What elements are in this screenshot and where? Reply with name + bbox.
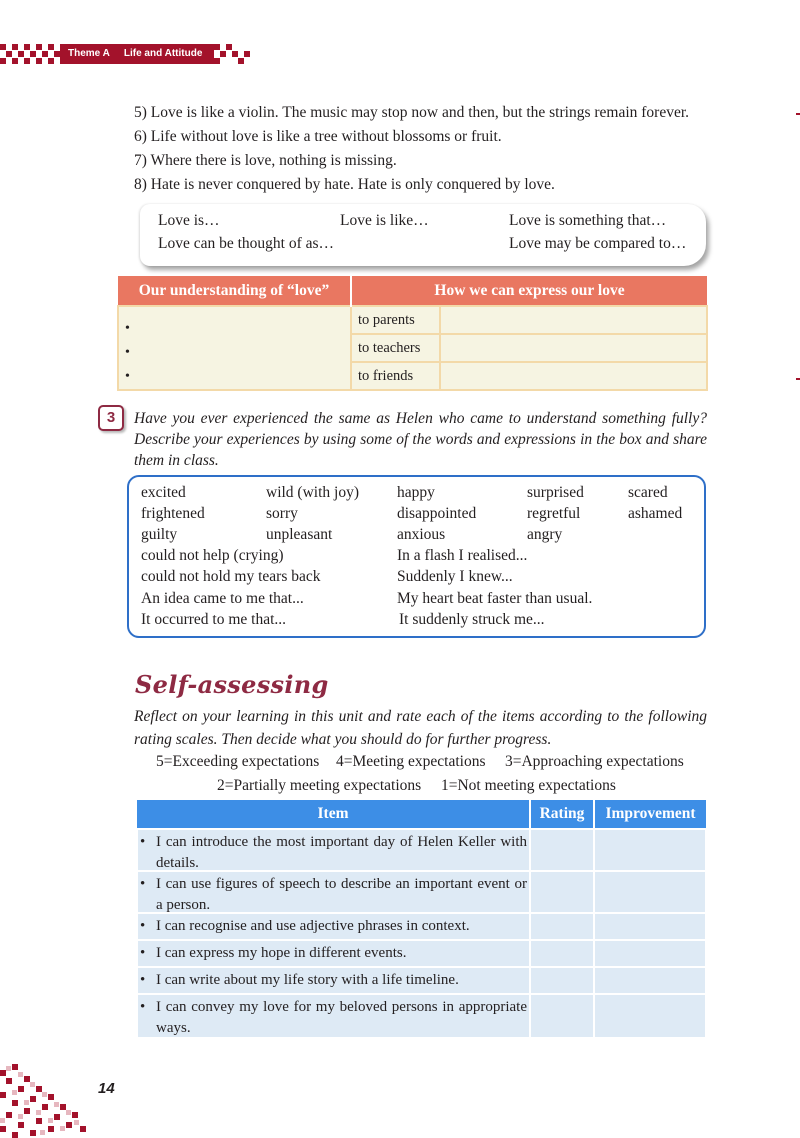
theme-title: Life and Attitude: [123, 48, 203, 59]
phrase: Love is like…: [340, 212, 429, 229]
express-answer-cell[interactable]: [440, 306, 707, 334]
rating-cell[interactable]: [530, 913, 594, 940]
assessment-item: I can introduce the most important day of Helen Keller with details.: [156, 834, 527, 871]
word: frightened: [141, 505, 205, 522]
express-answer-cell[interactable]: [440, 334, 707, 362]
improvement-cell[interactable]: [594, 829, 706, 871]
improvement-cell[interactable]: [594, 967, 706, 994]
word: happy: [397, 484, 435, 501]
assessment-item: I can write about my life story with a life timeline.: [156, 972, 459, 988]
scale-item: 5=Exceeding expectations: [156, 753, 320, 770]
phrase: Love is something that…: [509, 212, 667, 229]
assessment-item: I can express my hope in different events.: [156, 945, 407, 961]
expression: It occurred to me that...: [141, 611, 287, 628]
header-rating: Rating: [530, 800, 594, 829]
word: surprised: [527, 484, 584, 501]
word: angry: [527, 526, 563, 543]
word: excited: [141, 484, 186, 501]
love-table-header-understanding: Our understanding of “love”: [118, 276, 351, 306]
rating-cell[interactable]: [530, 940, 594, 967]
rating-cell[interactable]: [530, 829, 594, 871]
header-pattern-tail: [214, 44, 254, 64]
expression: It suddenly struck me...: [399, 611, 545, 628]
table-row: • I can write about my life story with a life timeline.: [137, 967, 706, 994]
table-row: • I can recognise and use adjective phrases in context.: [137, 913, 706, 940]
quote-6: 6) Life without love is like a tree without blossoms or fruit.: [134, 128, 502, 145]
improvement-cell[interactable]: [594, 994, 706, 1038]
activity-number: 3: [98, 405, 124, 431]
header-item: Item: [137, 800, 530, 829]
word: wild (with joy): [266, 484, 359, 501]
bullet: •: [125, 321, 130, 336]
love-table-header-express: How we can express our love: [351, 276, 707, 306]
word: unpleasant: [266, 526, 333, 543]
bullet: •: [125, 345, 130, 360]
phrase: Love is…: [158, 212, 220, 229]
word: regretful: [527, 505, 581, 522]
page-number: 14: [98, 1080, 115, 1097]
rating-cell[interactable]: [530, 871, 594, 913]
edge-mark: [796, 378, 800, 380]
expression: could not help (crying): [141, 547, 284, 564]
scale-item: 4=Meeting expectations: [336, 753, 486, 770]
phrase: Love may be compared to…: [509, 235, 687, 252]
bullet: •: [125, 369, 130, 384]
express-target-label: to friends: [351, 362, 440, 390]
word: sorry: [266, 505, 298, 522]
table-row: • I can express my hope in different events.: [137, 940, 706, 967]
word: guilty: [141, 526, 178, 543]
quote-7: 7) Where there is love, nothing is missing.: [134, 152, 397, 169]
header-label: [60, 44, 214, 64]
express-target-label: to parents: [351, 306, 440, 334]
word: anxious: [397, 526, 446, 543]
section-intro: Reflect on your learning in this unit and rate each of the items according to the following rating scales. Then decide what you should do for further progress.: [134, 708, 707, 748]
edge-mark: [796, 113, 800, 115]
assessment-item: I can use figures of speech to describe an important event or a person.: [156, 876, 527, 913]
word: ashamed: [628, 505, 683, 522]
improvement-cell[interactable]: [594, 913, 706, 940]
footer-pattern: [0, 1064, 92, 1138]
assessment-item: I can convey my love for my beloved persons in appropriate ways.: [156, 999, 527, 1036]
table-row: • I can convey my love for my beloved persons in appropriate ways.: [137, 994, 706, 1038]
section-title: Self-assessing: [135, 670, 329, 699]
expression: could not hold my tears back: [141, 568, 321, 585]
scale-item: 2=Partially meeting expectations: [217, 777, 422, 794]
rating-cell[interactable]: [530, 967, 594, 994]
quote-5: 5) Love is like a violin. The music may stop now and then, but the strings remain forever.: [134, 104, 690, 121]
improvement-cell[interactable]: [594, 940, 706, 967]
word: scared: [628, 484, 668, 501]
understanding-cell[interactable]: [118, 306, 351, 390]
express-answer-cell[interactable]: [440, 362, 707, 390]
improvement-cell[interactable]: [594, 871, 706, 913]
theme-label: Theme A: [68, 48, 110, 59]
phrase: Love can be thought of as…: [158, 235, 335, 252]
scale-item: 1=Not meeting expectations: [441, 777, 616, 794]
assessment-item: I can recognise and use adjective phrases in context.: [156, 918, 470, 934]
rating-cell[interactable]: [530, 994, 594, 1038]
header-pattern: [0, 44, 60, 64]
table-row: • I can introduce the most important day of Helen Keller with details.: [137, 829, 706, 871]
table-row: • I can use figures of speech to describe an important event or a person.: [137, 871, 706, 913]
activity-question: Have you ever experienced the same as Helen who came to understand something fully? Describe your experiences by using some of the words and expressions in the box and share them in class.: [134, 410, 707, 469]
quote-8: 8) Hate is never conquered by hate. Hate is only conquered by love.: [134, 176, 555, 193]
love-table: [117, 276, 708, 391]
header-improvement: Improvement: [594, 800, 706, 829]
expression: My heart beat faster than usual.: [397, 590, 593, 607]
expression: In a flash I realised...: [397, 547, 528, 564]
self-assessment-table: [136, 800, 707, 1039]
word: disappointed: [397, 505, 477, 522]
scale-item: 3=Approaching expectations: [505, 753, 684, 770]
expression: Suddenly I knew...: [397, 568, 513, 585]
express-target-label: to teachers: [351, 334, 440, 362]
expression: An idea came to me that...: [141, 590, 304, 607]
